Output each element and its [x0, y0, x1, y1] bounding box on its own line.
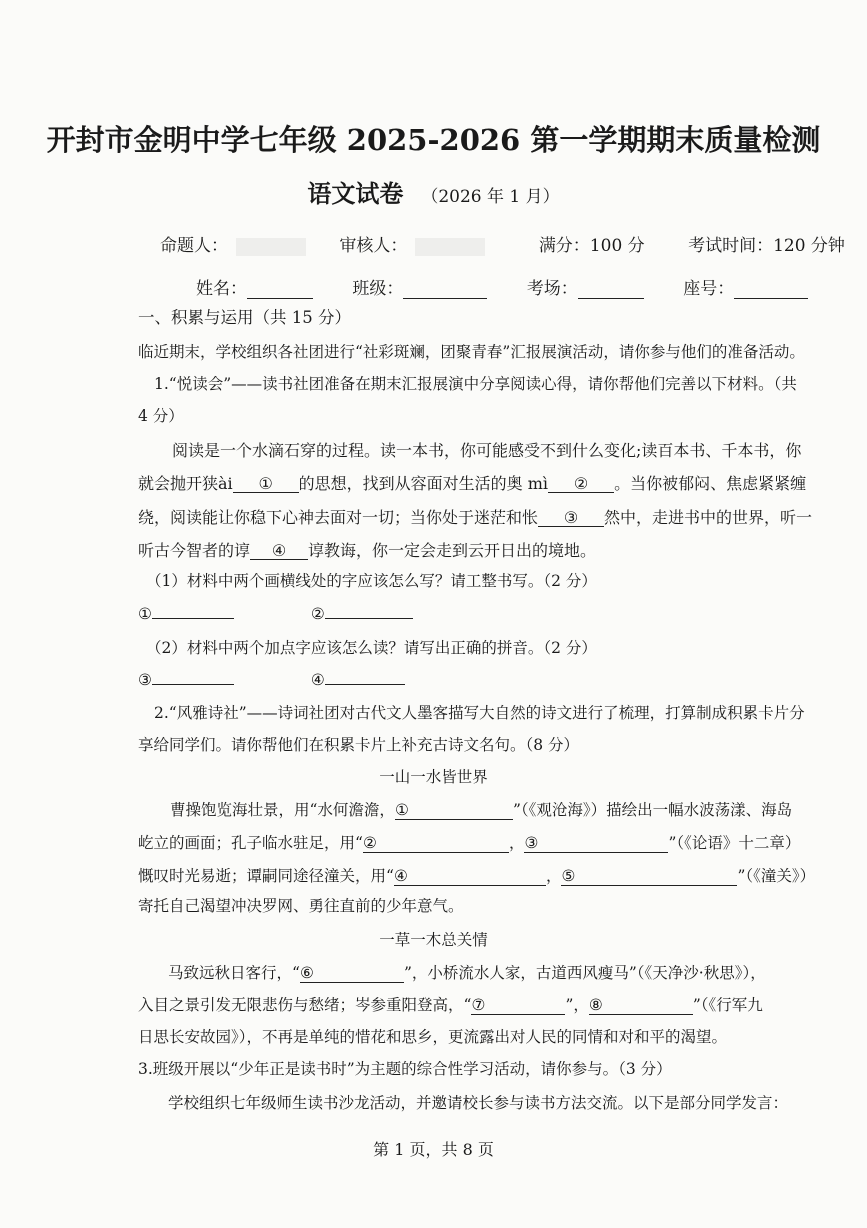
exam-meta — [160, 231, 845, 256]
passage-line: 绕，阅读能让你稳下心神去面对一切；当你处于迷茫和怅 ③ 然中，走进书中的世界，听一 — [138, 508, 813, 527]
section-intro: 临近期末，学校组织各社团进行“社彩斑斓，团聚青春”汇报展演活动，请你参与他们的准备活动。 — [138, 343, 805, 361]
passage-line: 阅读是一个水滴石穿的过程。读一本书，你可能感受不到什么变化;读百本书、千本书，你 — [172, 441, 802, 460]
seat-label: 座号： — [683, 279, 735, 299]
room-field[interactable] — [578, 280, 644, 299]
reviewer-redacted — [415, 238, 485, 256]
poem-blank-7[interactable]: ⑦ — [471, 998, 565, 1015]
poem-blank-3[interactable]: ③ — [524, 836, 668, 853]
card-line: 慨叹时光易逝；谭嗣同途径潼关，用“④ ，⑤ ”（《潼关》） — [138, 867, 816, 885]
card-line: 曹操饱览海壮景，用“水何澹澹，① ”（《观沧海》）描绘出一幅水波荡漾、海岛 — [170, 801, 793, 819]
class-label: 班级： — [352, 279, 404, 299]
page-number: 第 1 页，共 8 页 — [373, 1140, 494, 1159]
blank-2: ② — [548, 476, 614, 493]
poem-blank-4[interactable]: ④ — [394, 869, 546, 886]
question-2-cont: 享给同学们。请你帮他们在积累卡片上补充古诗文名句。（8 分） — [138, 736, 580, 754]
card-title: 一山一水皆世界 — [379, 768, 488, 786]
passage-line: 听古今智者的谆 ④ 谆教诲，你一定会走到云开日出的境地。 — [138, 541, 597, 560]
name-label: 姓名： — [196, 279, 247, 299]
answer-field-2[interactable] — [325, 618, 413, 619]
section-heading: 一、积累与运用（共 15 分） — [138, 308, 351, 327]
answer-row: ① ② — [138, 607, 413, 623]
card-title: 一草一木总关情 — [379, 931, 488, 949]
exam-title: 开封市金明中学七年级 2025-2026 第一学期期末质量检测 — [46, 123, 821, 157]
poem-blank-5[interactable]: ⑤ — [561, 869, 737, 886]
blank-1: ① — [233, 476, 299, 493]
card-line: 日思长安故园》），不再是单纯的惜花和思乡，更流露出对人民的同情和对和平的渴望。 — [138, 1028, 728, 1046]
poem-blank-1[interactable]: ① — [395, 803, 513, 820]
exam-date: （2026 年 1 月） — [421, 187, 560, 207]
sub-question-2: （2）材料中两个加点字应该怎么读？请写出正确的拼音。（2 分） — [146, 639, 597, 657]
poem-blank-8[interactable]: ⑧ — [589, 998, 693, 1015]
answer-row: ③ ④ — [138, 673, 405, 689]
exam-subtitle — [0, 174, 867, 209]
question-1-score: 4 分） — [138, 407, 184, 425]
sub-question-1: （1）材料中两个画横线处的字应该怎么写？请工整书写。（2 分） — [146, 572, 597, 590]
author-label: 命题人： — [160, 236, 228, 256]
question-3: 3.班级开展以“少年正是读书时”为主题的综合性学习活动，请你参与。（3 分） — [138, 1060, 672, 1078]
exam-duration: 考试时间：120 分钟 — [688, 236, 845, 256]
question-3-intro: 学校组织七年级师生读书沙龙活动，并邀请校长参与读书方法交流。以下是部分同学发言： — [168, 1094, 789, 1112]
subject-name: 语文试卷 — [307, 179, 404, 208]
author-redacted — [236, 238, 306, 256]
student-info — [196, 274, 808, 299]
question-1: 1.“悦读会”——读书社团准备在期末汇报展演中分享阅读心得，请你帮他们完善以下材料。（共 — [154, 375, 797, 393]
card-line: 寄托自己渴望冲决罗网、勇往直前的少年意气。 — [138, 897, 464, 915]
answer-field-3[interactable] — [152, 684, 234, 685]
room-label: 考场： — [526, 279, 578, 299]
question-2: 2.“风雅诗社”——诗词社团对古代文人墨客描写大自然的诗文进行了梳理，打算制成积累卡片分 — [154, 704, 805, 722]
poem-blank-6[interactable]: ⑥ — [300, 966, 404, 983]
answer-field-4[interactable] — [325, 684, 405, 685]
blank-3: ③ — [538, 510, 604, 527]
answer-field-1[interactable] — [152, 618, 234, 619]
passage-line: 就会抛开狭ài ① 的思想，找到从容面对生活的奥 mì ② 。当你被郁闷、焦虑紧紧缠 — [138, 474, 807, 493]
class-field[interactable] — [403, 280, 487, 299]
poem-blank-2[interactable]: ② — [363, 836, 509, 853]
full-score: 满分：100 分 — [538, 236, 645, 256]
seat-field[interactable] — [734, 280, 808, 299]
card-line: 入目之景引发无限悲伤与愁绪；岑参重阳登高，“⑦ ”，⑧ ”（《行军九 — [138, 996, 763, 1014]
blank-4: ④ — [250, 543, 308, 560]
name-field[interactable] — [247, 280, 313, 299]
card-line: 马致远秋日客行，“⑥ ”，小桥流水人家，古道西风瘦马”（《天净沙·秋思》）， — [168, 964, 766, 982]
reviewer-label: 审核人： — [339, 236, 408, 256]
card-line: 屹立的画面；孔子临水驻足，用“② ，③ ”（《论语》十二章） — [138, 834, 801, 852]
